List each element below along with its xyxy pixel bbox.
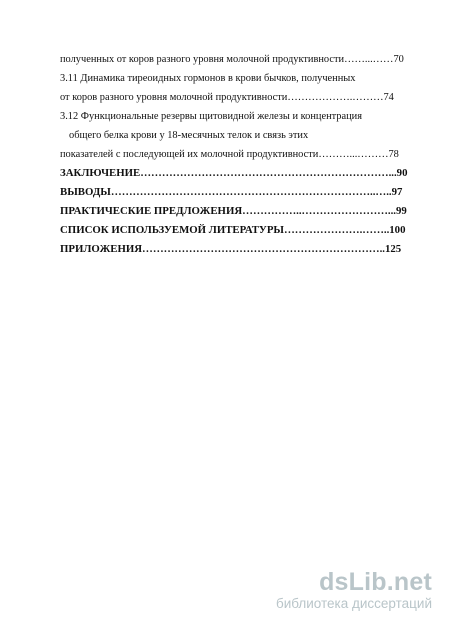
- toc-line: [60, 126, 420, 145]
- toc-line: показателей с последующей их молочной продуктивности………...………78: [60, 149, 399, 160]
- watermark: [0, 562, 450, 621]
- toc-section-findings: ВЫВОДЫ………………………………………………………………..…..97: [60, 186, 403, 198]
- watermark-subtitle: библиотека диссертаций: [275, 596, 432, 611]
- toc-line-text: общего белка крови у 18-месячных телок и связь этих: [69, 130, 309, 141]
- toc-section-recommendations: ПРАКТИЧЕСКИЕ ПРЕДЛОЖЕНИЯ……………..……………………...99: [60, 205, 407, 217]
- toc-section-conclusion: ЗАКЛЮЧЕНИЕ……………………………………………………………...90: [60, 167, 408, 179]
- toc-line: от коров разного уровня молочной продуктивности……………….………74: [60, 92, 394, 103]
- toc-section-appendices: ПРИЛОЖЕНИЯ…………………………………………………………..125: [60, 243, 402, 255]
- toc-section-references: СПИСОК ИСПОЛЬЗУЕМОЙ ЛИТЕРАТУРЫ………………….……..100: [60, 224, 406, 236]
- toc-line: 3.12 Функциональные резервы щитовидной железы и концентрация: [60, 111, 363, 122]
- table-of-contents: [60, 50, 420, 259]
- watermark-logo: dsLib.net: [319, 568, 432, 596]
- toc-line: 3.11 Динамика тиреоидных гормонов в крови бычков, полученных: [60, 73, 356, 84]
- toc-line: полученных от коров разного уровня молочной продуктивности……...……70: [60, 54, 404, 65]
